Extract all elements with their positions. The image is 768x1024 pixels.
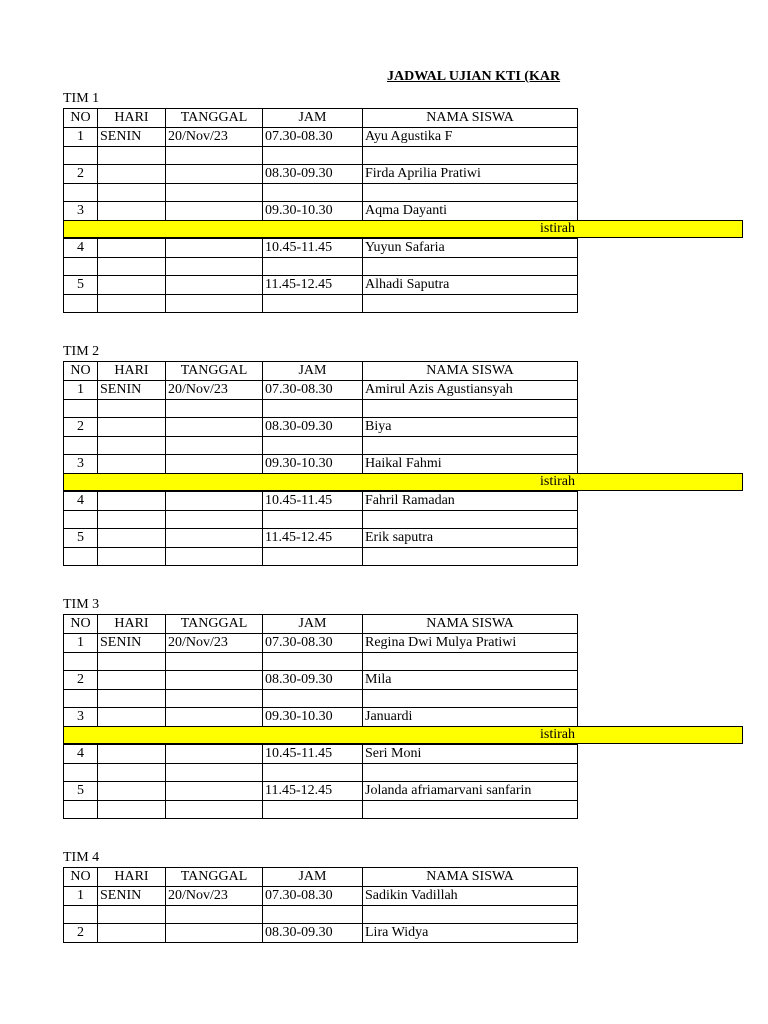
cell-hari bbox=[98, 455, 166, 474]
team-section bbox=[63, 343, 578, 566]
empty-cell bbox=[263, 511, 363, 529]
cell-hari bbox=[98, 202, 166, 221]
empty-cell bbox=[363, 906, 578, 924]
spacer-row bbox=[64, 511, 578, 529]
cell-jam: 08.30-09.30 bbox=[263, 924, 363, 943]
cell-nama: Sadikin Vadillah bbox=[363, 887, 578, 906]
spacer-row bbox=[64, 258, 578, 276]
empty-cell bbox=[166, 801, 263, 819]
empty-cell bbox=[64, 400, 98, 418]
cell-no: 4 bbox=[64, 492, 98, 511]
cell-no: 1 bbox=[64, 381, 98, 400]
table-header-row bbox=[64, 362, 578, 381]
cell-nama: Fahril Ramadan bbox=[363, 492, 578, 511]
cell-jam: 08.30-09.30 bbox=[263, 671, 363, 690]
empty-cell bbox=[98, 906, 166, 924]
cell-nama: Firda Aprilia Pratiwi bbox=[363, 165, 578, 184]
table-row bbox=[64, 529, 578, 548]
empty-cell bbox=[166, 690, 263, 708]
spacer-row bbox=[64, 764, 578, 782]
cell-no: 3 bbox=[64, 202, 98, 221]
column-header: TANGGAL bbox=[166, 868, 263, 887]
cell-hari: SENIN bbox=[98, 634, 166, 653]
empty-cell bbox=[263, 653, 363, 671]
column-header: NAMA SISWA bbox=[363, 868, 578, 887]
team-label: TIM 2 bbox=[63, 344, 100, 359]
cell-tanggal bbox=[166, 745, 263, 764]
empty-cell bbox=[98, 690, 166, 708]
empty-cell bbox=[64, 511, 98, 529]
table-row bbox=[64, 782, 578, 801]
empty-cell bbox=[263, 184, 363, 202]
empty-cell bbox=[64, 653, 98, 671]
empty-cell bbox=[363, 801, 578, 819]
cell-hari bbox=[98, 924, 166, 943]
cell-hari bbox=[98, 165, 166, 184]
spacer-row bbox=[64, 548, 578, 566]
spacer-row bbox=[64, 147, 578, 165]
column-header: HARI bbox=[98, 109, 166, 128]
table-row bbox=[64, 418, 578, 437]
empty-cell bbox=[263, 690, 363, 708]
column-header: NO bbox=[64, 109, 98, 128]
empty-cell bbox=[166, 548, 263, 566]
cell-nama: Aqma Dayanti bbox=[363, 202, 578, 221]
table-row bbox=[64, 924, 578, 943]
team-section bbox=[63, 849, 578, 943]
cell-tanggal bbox=[166, 239, 263, 258]
empty-cell bbox=[166, 295, 263, 313]
cell-hari bbox=[98, 239, 166, 258]
break-label: istirah bbox=[540, 474, 575, 489]
table-row bbox=[64, 634, 578, 653]
empty-cell bbox=[64, 184, 98, 202]
page-title: JADWAL UJIAN KTI (KAR bbox=[387, 69, 561, 84]
empty-cell bbox=[363, 437, 578, 455]
schedule-table bbox=[63, 361, 578, 566]
break-label: istirah bbox=[540, 727, 575, 742]
column-header: JAM bbox=[263, 615, 363, 634]
empty-cell bbox=[64, 801, 98, 819]
cell-jam: 09.30-10.30 bbox=[263, 708, 363, 727]
team-section bbox=[63, 596, 578, 819]
cell-jam: 11.45-12.45 bbox=[263, 276, 363, 295]
spacer-row bbox=[64, 801, 578, 819]
empty-cell bbox=[98, 295, 166, 313]
table-row bbox=[64, 202, 578, 221]
cell-tanggal: 20/Nov/23 bbox=[166, 634, 263, 653]
empty-cell bbox=[166, 511, 263, 529]
spacer-row bbox=[64, 906, 578, 924]
team-label: TIM 1 bbox=[63, 91, 100, 106]
column-header: TANGGAL bbox=[166, 615, 263, 634]
cell-no: 2 bbox=[64, 165, 98, 184]
empty-cell bbox=[263, 548, 363, 566]
empty-cell bbox=[363, 690, 578, 708]
column-header: NO bbox=[64, 615, 98, 634]
cell-no: 3 bbox=[64, 455, 98, 474]
column-header: JAM bbox=[263, 868, 363, 887]
break-row bbox=[63, 473, 743, 491]
column-header: TANGGAL bbox=[166, 109, 263, 128]
empty-cell bbox=[64, 147, 98, 165]
empty-cell bbox=[98, 511, 166, 529]
cell-tanggal bbox=[166, 671, 263, 690]
cell-jam: 11.45-12.45 bbox=[263, 529, 363, 548]
empty-cell bbox=[363, 764, 578, 782]
cell-tanggal bbox=[166, 708, 263, 727]
cell-jam: 11.45-12.45 bbox=[263, 782, 363, 801]
cell-tanggal bbox=[166, 418, 263, 437]
cell-jam: 08.30-09.30 bbox=[263, 418, 363, 437]
table-row bbox=[64, 455, 578, 474]
cell-tanggal bbox=[166, 202, 263, 221]
break-row bbox=[63, 220, 743, 238]
schedule-table bbox=[63, 108, 578, 313]
table-row bbox=[64, 381, 578, 400]
empty-cell bbox=[98, 653, 166, 671]
cell-no: 5 bbox=[64, 782, 98, 801]
cell-no: 1 bbox=[64, 128, 98, 147]
table-row bbox=[64, 671, 578, 690]
table-header-row bbox=[64, 109, 578, 128]
cell-tanggal: 20/Nov/23 bbox=[166, 887, 263, 906]
cell-jam: 09.30-10.30 bbox=[263, 202, 363, 221]
table-row bbox=[64, 276, 578, 295]
cell-hari bbox=[98, 745, 166, 764]
empty-cell bbox=[263, 764, 363, 782]
cell-nama: Amirul Azis Agustiansyah bbox=[363, 381, 578, 400]
cell-no: 2 bbox=[64, 418, 98, 437]
cell-no: 5 bbox=[64, 276, 98, 295]
empty-cell bbox=[98, 147, 166, 165]
cell-nama: Yuyun Safaria bbox=[363, 239, 578, 258]
empty-cell bbox=[263, 906, 363, 924]
cell-tanggal bbox=[166, 276, 263, 295]
empty-cell bbox=[363, 653, 578, 671]
table-row bbox=[64, 708, 578, 727]
empty-cell bbox=[98, 764, 166, 782]
team-label: TIM 4 bbox=[63, 850, 100, 865]
empty-cell bbox=[263, 295, 363, 313]
column-header: HARI bbox=[98, 615, 166, 634]
cell-jam: 07.30-08.30 bbox=[263, 634, 363, 653]
team-section bbox=[63, 90, 578, 313]
schedule-table bbox=[63, 867, 578, 943]
empty-cell bbox=[363, 184, 578, 202]
table-row bbox=[64, 745, 578, 764]
cell-nama: Erik saputra bbox=[363, 529, 578, 548]
cell-nama: Alhadi Saputra bbox=[363, 276, 578, 295]
empty-cell bbox=[98, 184, 166, 202]
empty-cell bbox=[263, 147, 363, 165]
cell-tanggal bbox=[166, 529, 263, 548]
empty-cell bbox=[166, 400, 263, 418]
column-header: NAMA SISWA bbox=[363, 362, 578, 381]
cell-hari bbox=[98, 529, 166, 548]
empty-cell bbox=[166, 258, 263, 276]
cell-tanggal bbox=[166, 492, 263, 511]
cell-tanggal bbox=[166, 165, 263, 184]
column-header: JAM bbox=[263, 109, 363, 128]
spacer-row bbox=[64, 400, 578, 418]
empty-cell bbox=[263, 437, 363, 455]
empty-cell bbox=[263, 801, 363, 819]
empty-cell bbox=[98, 548, 166, 566]
column-header: JAM bbox=[263, 362, 363, 381]
empty-cell bbox=[98, 258, 166, 276]
column-header: NAMA SISWA bbox=[363, 615, 578, 634]
empty-cell bbox=[363, 295, 578, 313]
cell-no: 1 bbox=[64, 634, 98, 653]
empty-cell bbox=[64, 548, 98, 566]
empty-cell bbox=[363, 147, 578, 165]
team-label: TIM 3 bbox=[63, 597, 100, 612]
cell-tanggal bbox=[166, 924, 263, 943]
empty-cell bbox=[363, 511, 578, 529]
break-row bbox=[63, 726, 743, 744]
table-row bbox=[64, 239, 578, 258]
cell-nama: Januardi bbox=[363, 708, 578, 727]
cell-jam: 07.30-08.30 bbox=[263, 887, 363, 906]
cell-hari: SENIN bbox=[98, 381, 166, 400]
empty-cell bbox=[64, 437, 98, 455]
cell-nama: Biya bbox=[363, 418, 578, 437]
cell-hari: SENIN bbox=[98, 887, 166, 906]
cell-jam: 07.30-08.30 bbox=[263, 381, 363, 400]
cell-jam: 10.45-11.45 bbox=[263, 745, 363, 764]
cell-tanggal bbox=[166, 455, 263, 474]
schedule-table bbox=[63, 614, 578, 819]
cell-hari bbox=[98, 492, 166, 511]
table-header-row bbox=[64, 615, 578, 634]
empty-cell bbox=[98, 801, 166, 819]
empty-cell bbox=[166, 437, 263, 455]
empty-cell bbox=[64, 295, 98, 313]
cell-hari bbox=[98, 276, 166, 295]
empty-cell bbox=[363, 548, 578, 566]
cell-jam: 09.30-10.30 bbox=[263, 455, 363, 474]
cell-nama: Ayu Agustika F bbox=[363, 128, 578, 147]
cell-no: 1 bbox=[64, 887, 98, 906]
empty-cell bbox=[64, 764, 98, 782]
break-label: istirah bbox=[540, 221, 575, 236]
empty-cell bbox=[263, 400, 363, 418]
table-row bbox=[64, 128, 578, 147]
cell-no: 4 bbox=[64, 745, 98, 764]
empty-cell bbox=[263, 258, 363, 276]
column-header: NO bbox=[64, 362, 98, 381]
spacer-row bbox=[64, 437, 578, 455]
cell-no: 4 bbox=[64, 239, 98, 258]
empty-cell bbox=[166, 147, 263, 165]
empty-cell bbox=[98, 400, 166, 418]
cell-hari bbox=[98, 671, 166, 690]
table-row bbox=[64, 887, 578, 906]
cell-hari bbox=[98, 418, 166, 437]
cell-hari bbox=[98, 782, 166, 801]
empty-cell bbox=[98, 437, 166, 455]
cell-no: 2 bbox=[64, 671, 98, 690]
cell-nama: Jolanda afriamarvani sanfarin bbox=[363, 782, 578, 801]
cell-no: 2 bbox=[64, 924, 98, 943]
empty-cell bbox=[166, 764, 263, 782]
cell-nama: Haikal Fahmi bbox=[363, 455, 578, 474]
cell-tanggal: 20/Nov/23 bbox=[166, 128, 263, 147]
cell-nama: Seri Moni bbox=[363, 745, 578, 764]
cell-tanggal bbox=[166, 782, 263, 801]
cell-hari bbox=[98, 708, 166, 727]
column-header: NAMA SISWA bbox=[363, 109, 578, 128]
cell-nama: Regina Dwi Mulya Pratiwi bbox=[363, 634, 578, 653]
spacer-row bbox=[64, 184, 578, 202]
empty-cell bbox=[363, 400, 578, 418]
cell-tanggal: 20/Nov/23 bbox=[166, 381, 263, 400]
cell-no: 3 bbox=[64, 708, 98, 727]
cell-jam: 08.30-09.30 bbox=[263, 165, 363, 184]
cell-nama: Mila bbox=[363, 671, 578, 690]
cell-hari: SENIN bbox=[98, 128, 166, 147]
cell-jam: 10.45-11.45 bbox=[263, 239, 363, 258]
empty-cell bbox=[64, 906, 98, 924]
cell-jam: 10.45-11.45 bbox=[263, 492, 363, 511]
spacer-row bbox=[64, 295, 578, 313]
empty-cell bbox=[363, 258, 578, 276]
column-header: NO bbox=[64, 868, 98, 887]
column-header: HARI bbox=[98, 362, 166, 381]
table-row bbox=[64, 492, 578, 511]
cell-no: 5 bbox=[64, 529, 98, 548]
spacer-row bbox=[64, 690, 578, 708]
spacer-row bbox=[64, 653, 578, 671]
empty-cell bbox=[64, 690, 98, 708]
empty-cell bbox=[166, 184, 263, 202]
empty-cell bbox=[166, 653, 263, 671]
column-header: HARI bbox=[98, 868, 166, 887]
table-row bbox=[64, 165, 578, 184]
table-header-row bbox=[64, 868, 578, 887]
column-header: TANGGAL bbox=[166, 362, 263, 381]
cell-nama: Lira Widya bbox=[363, 924, 578, 943]
empty-cell bbox=[64, 258, 98, 276]
empty-cell bbox=[166, 906, 263, 924]
cell-jam: 07.30-08.30 bbox=[263, 128, 363, 147]
